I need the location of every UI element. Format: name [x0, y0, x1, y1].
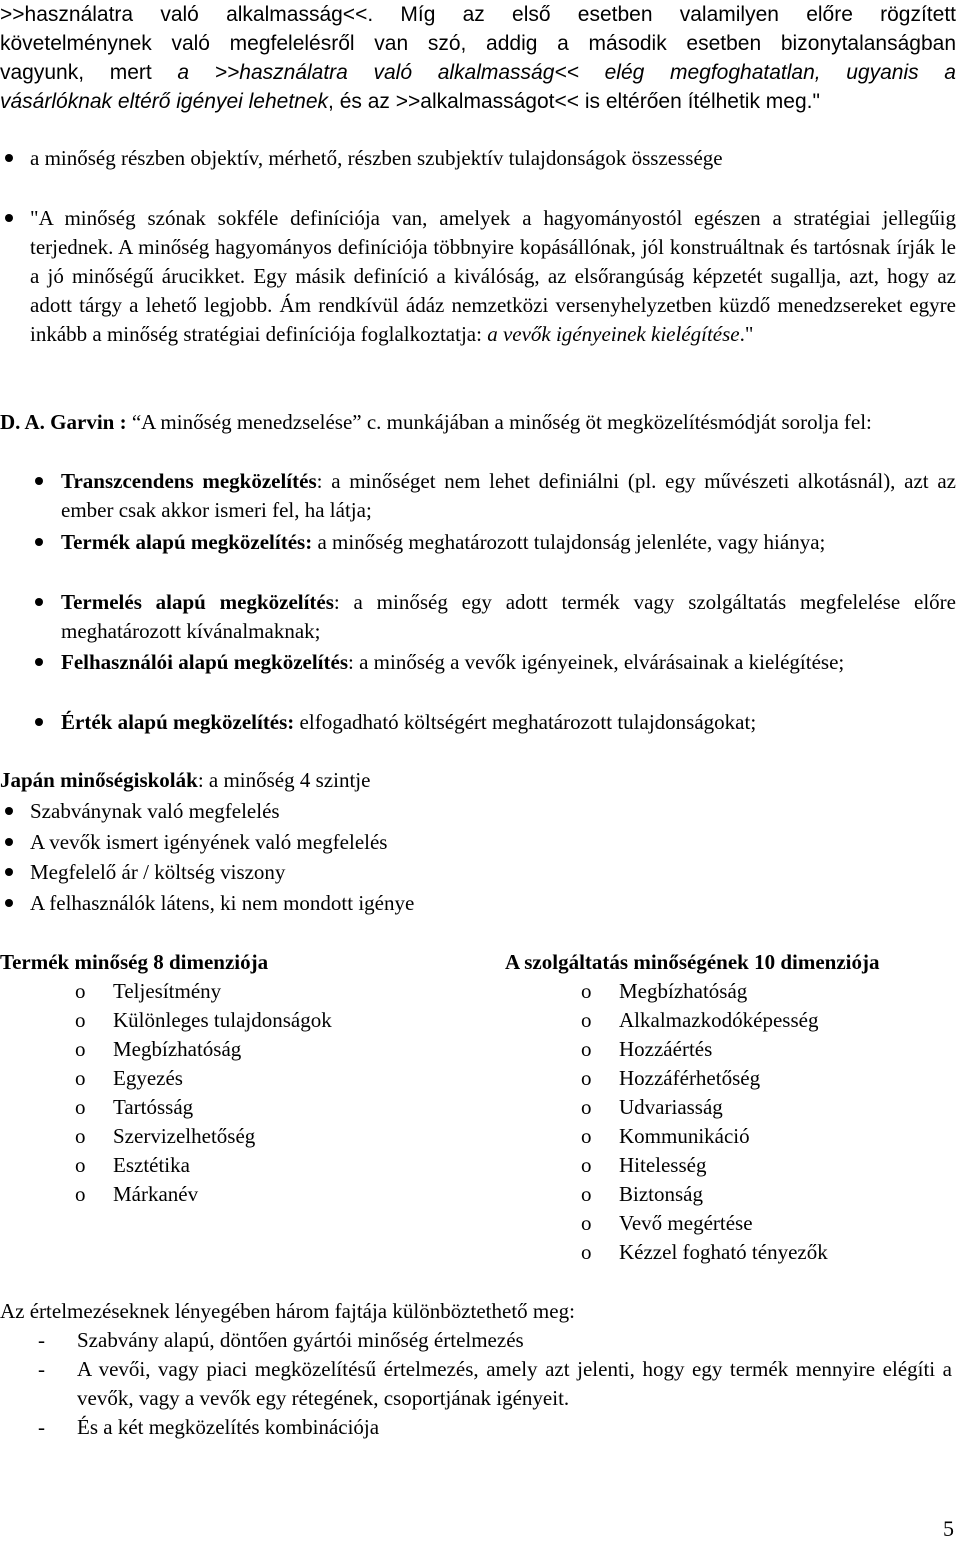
service-dimension-item [581, 1064, 760, 1093]
garvin-intro-text: “A minőség menedzselése” c. munkájában a minőség öt megközelítésmódját sorolja fel: [126, 410, 872, 434]
bullet-dot [33, 477, 47, 491]
approach-desc: elfogadható költségért meghatározott tulajdonságokat; [294, 710, 757, 734]
intro-paragraph [0, 0, 956, 116]
bullet-dot [3, 868, 17, 882]
interpretation-text: A vevői, vagy piaci megközelítésű értelmezés, amely azt jelenti, hogy egy termék mennyire elégíti a vevők, vagy a vevők egy rétegének, csoportjának igényeit. [77, 1357, 952, 1410]
service-dimension-item [581, 1180, 703, 1209]
definition-quote-text [30, 204, 956, 349]
japan-item-text: A vevők ismert igényének való megfelelés [30, 830, 388, 854]
service-dimension-item [581, 1006, 818, 1035]
service-dimensions-heading: A szolgáltatás minőségének 10 dimenziója [505, 950, 880, 974]
product-dimension-item [75, 1035, 241, 1064]
approach-term: Érték alapú megközelítés: [61, 710, 295, 734]
service-dimension-label: Kommunikáció [619, 1124, 750, 1148]
list-marker: o [581, 1240, 592, 1264]
bullet-dot [3, 214, 17, 228]
product-dimension-item [75, 1006, 332, 1035]
service-dimension-item [581, 1093, 723, 1122]
intro-line-4-italic: vásárlóknak eltérő igényei lehetnek [0, 90, 329, 113]
list-marker: o [75, 1182, 86, 1206]
interpretation-text: És a két megközelítés kombinációja [77, 1415, 380, 1439]
interpretation-item-3 [0, 1413, 956, 1442]
approach-colon: : [316, 469, 323, 493]
product-dimension-label: Teljesítmény [113, 979, 222, 1003]
approach-term: Termék alapú megközelítés: [61, 530, 313, 554]
japan-item-text: Szabványnak való megfelelés [30, 799, 280, 823]
dash-marker: - [38, 1357, 45, 1381]
service-dimension-item [581, 1238, 828, 1267]
approach-colon: : [333, 590, 340, 614]
japan-heading-bold: Japán minőségiskolák [0, 768, 198, 792]
bullet-dot [33, 538, 47, 552]
intro-line-4 [0, 87, 956, 116]
approach-desc: a minőség a vevők igényeinek, elvárásainak a kielégítése; [353, 650, 845, 674]
product-dimension-label: Egyezés [113, 1066, 183, 1090]
list-marker: o [75, 1095, 86, 1119]
intro-line-4-plain: , és az >>alkalmasságot<< is eltérően ítélhetik meg." [328, 90, 820, 113]
bullet-dot [3, 154, 17, 168]
list-marker: o [75, 1008, 86, 1032]
list-marker: o [581, 1008, 592, 1032]
bullet-dot [33, 658, 47, 672]
approach-term: Transzcendens megközelítés [61, 469, 317, 493]
list-marker: o [75, 1153, 86, 1177]
list-marker: o [581, 1153, 592, 1177]
interpretations-intro: Az értelmezéseknek lényegében három fajtája különböztethető meg: [0, 1299, 575, 1323]
product-dimension-label: Esztétika [113, 1153, 190, 1177]
intro-line-2: követelménynek való megfelelésről van szó, addig a második esetben bizonytalanságban [0, 32, 956, 55]
product-dimension-label: Márkanév [113, 1182, 199, 1206]
product-dimension-item [75, 1093, 193, 1122]
intro-line-1: >>használatra való alkalmasság<<. Míg az első esetben valamilyen előre rögzített [0, 3, 956, 26]
product-dimension-item [75, 1180, 198, 1209]
list-marker: o [581, 1037, 592, 1061]
interpretation-item-2 [0, 1355, 956, 1413]
bullet-dot [3, 899, 17, 913]
product-dimension-label: Megbízhatóság [113, 1037, 242, 1061]
bullet-dot [3, 838, 17, 852]
product-dimension-item [75, 977, 221, 1006]
service-dimension-label: Kézzel fogható tényezők [619, 1240, 828, 1264]
intro-line-3-plain: vagyunk, mert [0, 61, 178, 84]
service-dimension-item [581, 1122, 750, 1151]
list-marker: o [581, 1124, 592, 1148]
japan-heading [0, 766, 956, 795]
page-number: 5 [943, 1516, 954, 1541]
list-marker: o [581, 1066, 592, 1090]
definition-quote-body: "A minőség szónak sokféle definíciója van, amelyek a hagyományostól egészen a stratégiai jellegűig terjednek. A minőség hagyományos definíciója többnyire kopásállónak, jól konstruáltnak és tartósnak írják le a jó minőségű árucikket. Egy másik definíció a kiválóság, az elsőrangúság képzetét sugallja, azt, hogy az adott tárgy a lehető legjobb. Ám rendkívül ádáz nemzetközi versenyhelyzetben küzdő menedzsereket egyre inkább a minőség stratégiai definíciója foglalkoztatja: [30, 206, 956, 346]
list-marker: o [581, 1182, 592, 1206]
approach-colon: : [348, 650, 354, 674]
service-dimension-item [581, 977, 747, 1006]
product-dimension-label: Különleges tulajdonságok [113, 1008, 332, 1032]
service-dimension-label: Hozzáférhetőség [619, 1066, 761, 1090]
intro-line-3 [0, 58, 956, 87]
definition-quote-italic: a vevők igényeinek kielégítése [487, 322, 740, 346]
bullet-dot [33, 718, 47, 732]
bullet-dot [3, 807, 17, 821]
japan-item-text: A felhasználók látens, ki nem mondott igénye [30, 891, 415, 915]
definition-quote-end: ." [739, 322, 754, 346]
service-dimension-label: Alkalmazkodóképesség [619, 1008, 819, 1032]
list-marker: o [581, 1095, 592, 1119]
service-dimension-label: Udvariasság [619, 1095, 723, 1119]
product-dimension-label: Tartósság [113, 1095, 194, 1119]
japan-heading-rest: : a minőség 4 szintje [197, 768, 371, 792]
list-marker: o [75, 1037, 86, 1061]
product-dimensions-heading: Termék minőség 8 dimenziója [0, 950, 269, 974]
service-dimension-label: Hozzáértés [619, 1037, 713, 1061]
bullet-dot [33, 598, 47, 612]
garvin-intro [0, 408, 956, 437]
service-dimension-label: Vevő megértése [619, 1211, 753, 1235]
list-marker: o [75, 1124, 86, 1148]
list-marker: o [75, 979, 86, 1003]
interpretation-item-1 [0, 1326, 956, 1355]
approach-desc: a minőség egy adott termék vagy szolgáltatás megfelelése előre meghatározott kívánalmaknak; [61, 590, 956, 643]
service-dimension-item [581, 1035, 712, 1064]
approach-term: Termelés alapú megközelítés [61, 590, 334, 614]
approach-term: Felhasználói alapú megközelítés [61, 650, 348, 674]
product-dimension-item [75, 1122, 255, 1151]
list-marker: o [581, 979, 592, 1003]
list-marker: o [75, 1066, 86, 1090]
service-dimension-label: Hitelesség [619, 1153, 707, 1177]
product-dimension-label: Szervizelhetőség [113, 1124, 256, 1148]
intro-line-3-italic: a >>használatra való alkalmasság<< elég megfoghatatlan, ugyanis a [177, 61, 956, 84]
list-marker: o [581, 1211, 592, 1235]
garvin-author: D. A. Garvin : [0, 410, 127, 434]
service-dimension-label: Biztonság [619, 1182, 703, 1206]
service-dimension-label: Megbízhatóság [619, 979, 748, 1003]
dash-marker: - [38, 1328, 45, 1352]
service-dimension-item [581, 1151, 706, 1180]
approach-desc: a minőséget nem lehet definiálni (pl. egy művészeti alkotásnál), azt az ember csak akkor ismeri fel, ha látja; [61, 469, 956, 522]
approach-desc: a minőség meghatározott tulajdonság jelenléte, vagy hiánya; [312, 530, 826, 554]
service-dimension-item [581, 1209, 753, 1238]
product-dimension-item [75, 1151, 190, 1180]
product-dimension-item [75, 1064, 183, 1093]
dash-marker: - [38, 1415, 45, 1439]
bullet-objective-text: a minőség részben objektív, mérhető, részben szubjektív tulajdonságok összessége [30, 146, 723, 170]
japan-item-text: Megfelelő ár / költség viszony [30, 860, 286, 884]
interpretation-text: Szabvány alapú, döntően gyártói minőség értelmezés [77, 1328, 524, 1352]
